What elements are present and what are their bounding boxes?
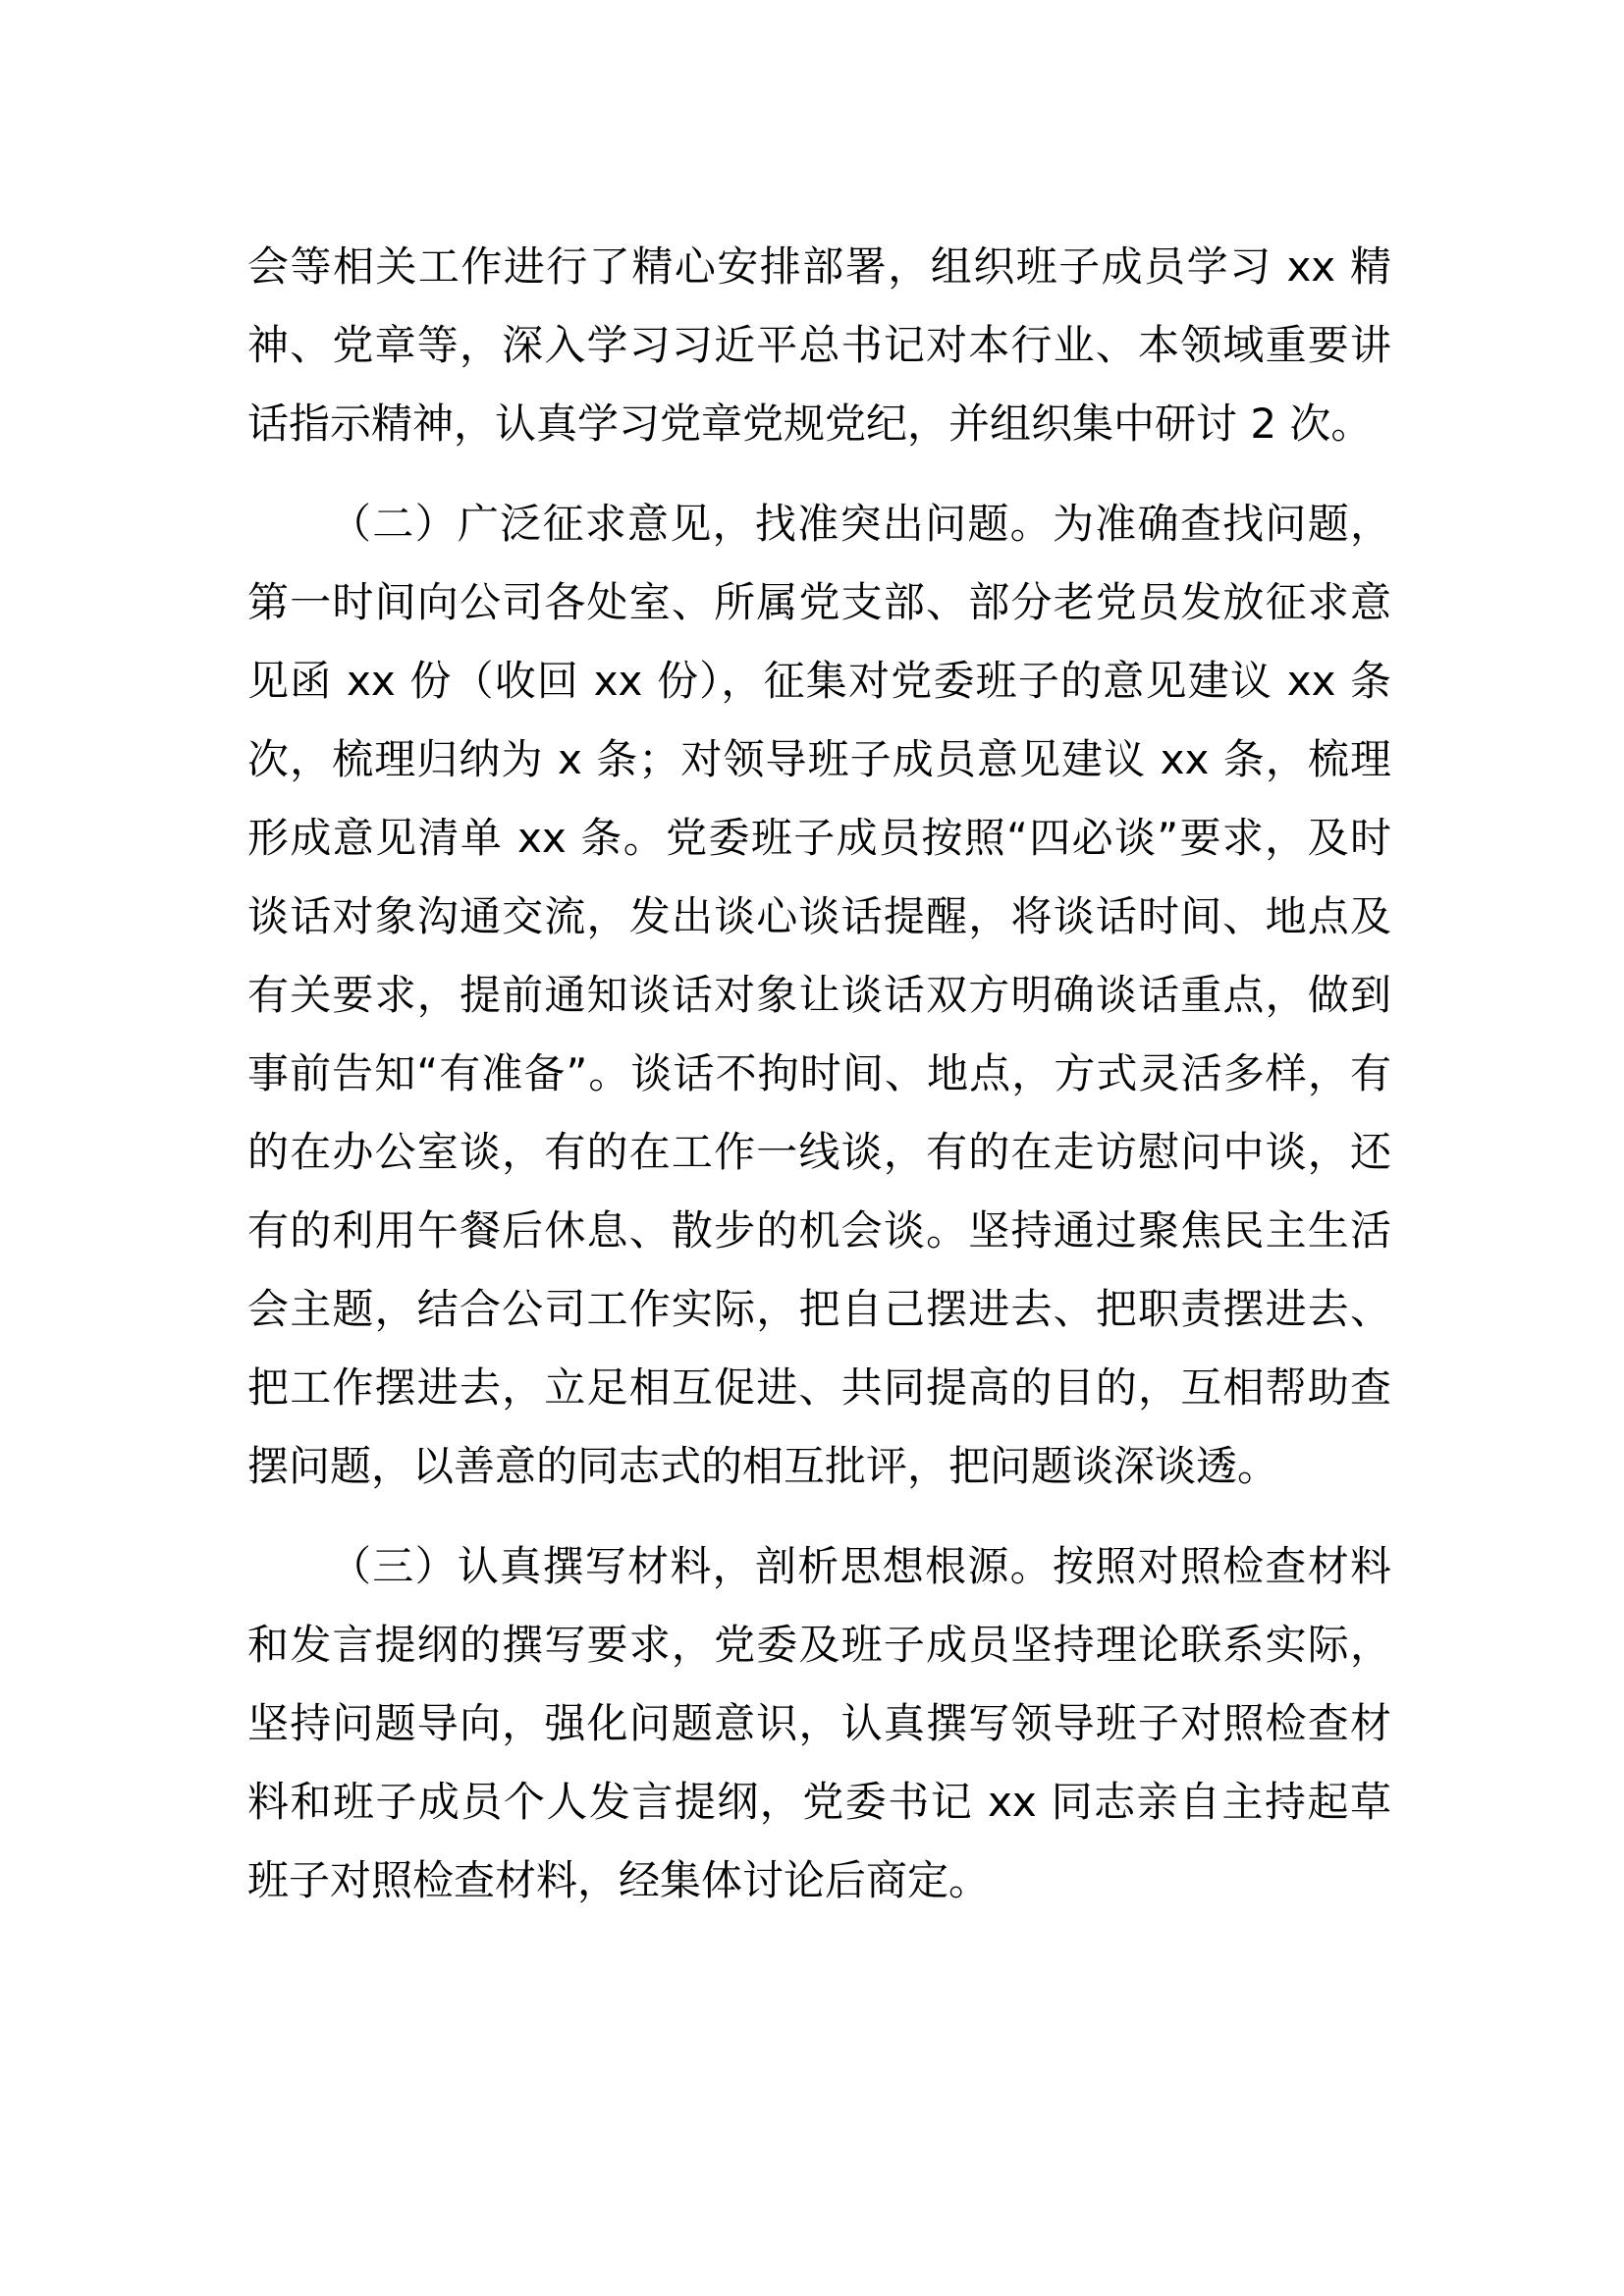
document-page [247,228,1391,1942]
paragraph-study-continuation: 会等相关工作进行了精心安排部署，组织班子成员学习 xx 精神、党章等，深入学习习近平总书记对本行业、本领域重要讲话指示精神，认真学习党章党规党纪，并组织集中研讨 2 次。 [247,242,1391,448]
paragraph-solicit-opinions: （二）广泛征求意见，找准突出问题。为准确查找问题，第一时间向公司各处室、所属党支部、部分老党员发放征求意见函 xx 份（收回 xx 份），征集对党委班子的意见建议 xx 条次，梳理归纳为 x 条；对领导班子成员意见建议 xx 条，梳理形成意见清单 xx 条。党委班子成员按照“四必谈”要求，及时谈话对象沟通交流，发出谈心谈话提醒，将谈话时间、地点及有关要求，提前通知谈话对象让谈话双方明确谈话重点，做到事前告知“有准备”。谈话不拘时间、地点，方式灵活多样，有的在办公室谈，有的在工作一线谈，有的在走访慰问中谈，还有的利用午餐后休息、散步的机会谈。坚持通过聚焦民主生活会主题，结合公司工作实际，把自己摆进去、把职责摆进去、把工作摆进去，立足相互促进、共同提高的目的，互相帮助查摆问题，以善意的同志式的相互批评，把问题谈深谈透。 [247,500,1391,1490]
paragraph-write-materials: （三）认真撰写材料，剖析思想根源。按照对照检查材料和发言提纲的撰写要求，党委及班子成员坚持理论联系实际，坚持问题导向，强化问题意识，认真撰写领导班子对照检查材料和班子成员个人发言提纲，党委书记 xx 同志亲自主持起草班子对照检查材料，经集体讨论后商定。 [247,1542,1391,1904]
